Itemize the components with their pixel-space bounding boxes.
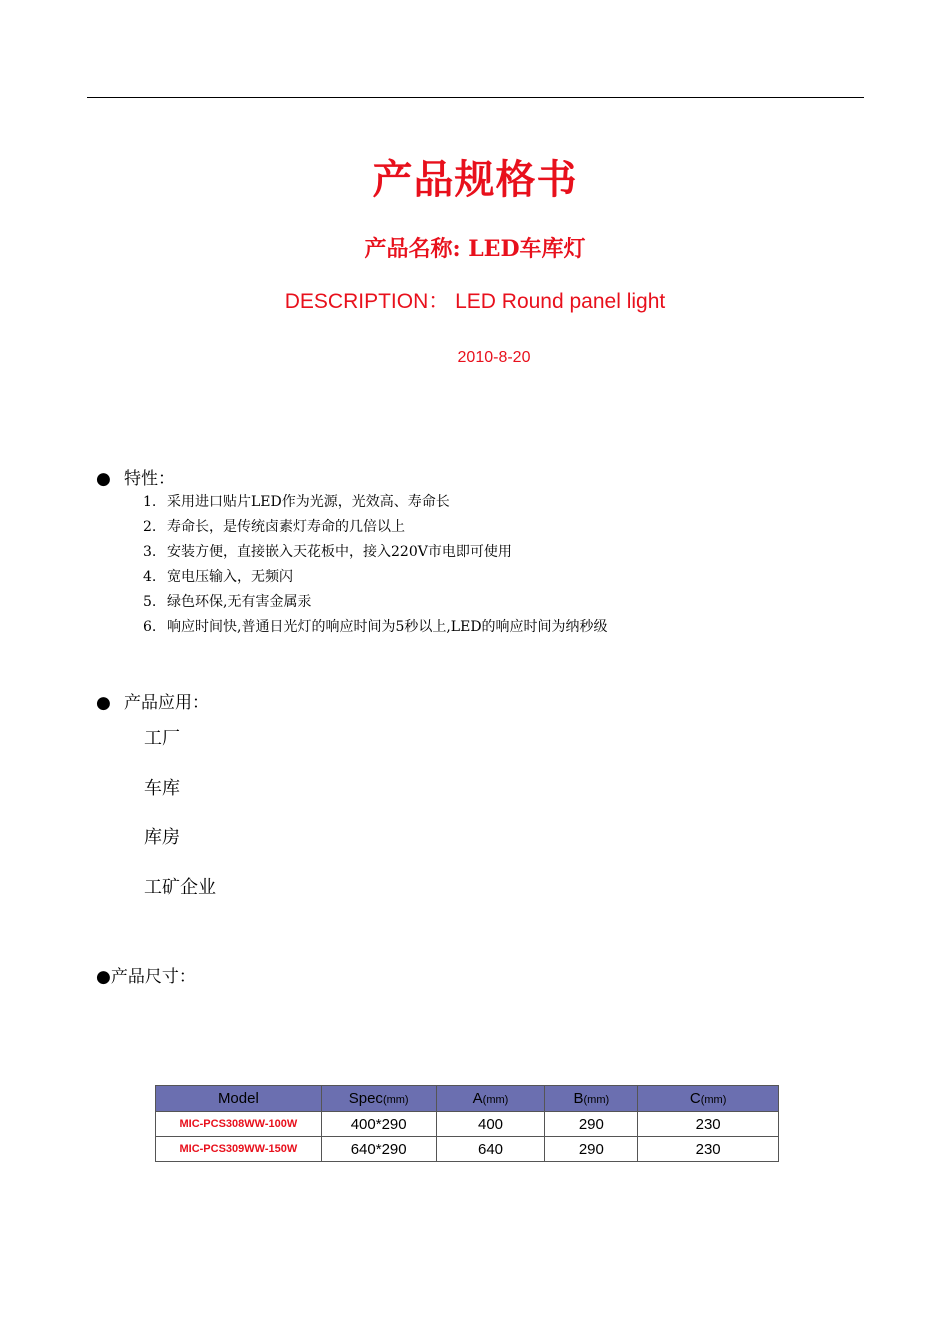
bullet-icon: ● (96, 693, 111, 713)
column-label: Model (217, 1090, 259, 1107)
list-text: 宽电压输入，无频闪 (167, 569, 293, 585)
list-item (143, 540, 608, 565)
cell-c: 230 (638, 1137, 779, 1162)
column-label: Spec (348, 1090, 383, 1107)
cell-c: 230 (638, 1112, 779, 1137)
column-header-a (436, 1086, 545, 1112)
list-number: 4. (143, 569, 157, 585)
column-header-c (638, 1086, 779, 1112)
list-text: 寿命长，是传统卤素灯寿命的几倍以上 (167, 519, 405, 535)
dimensions-heading (96, 962, 196, 987)
applications-list (144, 726, 216, 924)
cell-b: 290 (545, 1112, 638, 1137)
features-list (143, 490, 608, 640)
list-item: 工矿企业 (144, 876, 216, 898)
list-number: 1. (143, 494, 157, 510)
column-header-b (545, 1086, 638, 1112)
column-unit: (mm) (700, 1094, 727, 1106)
list-text: 响应时间快,普通日光灯的响应时间为5秒以上,LED的响应时间为纳秒级 (167, 619, 608, 635)
list-item (143, 615, 608, 640)
cell-spec: 400*290 (321, 1112, 436, 1137)
list-item: 工厂 (144, 728, 180, 749)
document-title: 产品规格书 (372, 157, 578, 203)
list-item (143, 590, 608, 615)
list-item (143, 565, 608, 590)
cell-b: 290 (545, 1137, 638, 1162)
list-text: 绿色环保,无有害金属汞 (167, 594, 312, 610)
column-label: C (689, 1090, 701, 1107)
product-name: 产品名称: LED车库灯 (364, 236, 586, 262)
document-date: 2010-8-20 (457, 349, 531, 366)
table-row (156, 1112, 779, 1137)
product-description: DESCRIPTION： LED Round panel light (284, 290, 666, 313)
column-label: B (573, 1090, 584, 1107)
cell-a: 400 (436, 1112, 545, 1137)
cell-a: 640 (436, 1137, 545, 1162)
column-header-model (156, 1086, 322, 1112)
list-number: 3. (143, 544, 157, 560)
header-rule (87, 97, 864, 98)
list-number: 2. (143, 519, 157, 535)
bullet-icon: ● (96, 967, 111, 987)
list-item: 库房 (144, 827, 180, 848)
list-item (143, 490, 608, 515)
column-unit: (mm) (382, 1094, 409, 1106)
features-heading (96, 464, 175, 489)
list-number: 6. (143, 619, 157, 635)
list-item (143, 515, 608, 540)
table-header-row (156, 1086, 779, 1112)
cell-spec: 640*290 (321, 1137, 436, 1162)
list-text: 采用进口贴片LED作为光源，光效高、寿命长 (167, 494, 450, 510)
bullet-icon: ● (96, 469, 111, 489)
list-item: 车库 (144, 777, 180, 799)
list-text: 安装方便，直接嵌入天花板中，接入220V市电即可使用 (167, 544, 512, 560)
column-unit: (mm) (482, 1094, 509, 1106)
cell-model: MIC-PCS308WW-100W (156, 1112, 322, 1137)
column-label: A (472, 1090, 483, 1107)
applications-heading (96, 688, 209, 713)
column-unit: (mm) (583, 1094, 610, 1106)
table-row (156, 1137, 779, 1162)
list-number: 5. (143, 594, 157, 610)
column-header-spec (321, 1086, 436, 1112)
features-heading-label: 特性： (124, 469, 175, 489)
applications-heading-label: 产品应用： (124, 693, 209, 713)
dimensions-heading-label: 产品尺寸： (110, 967, 196, 987)
dimensions-table (155, 1085, 779, 1162)
cell-model: MIC-PCS309WW-150W (156, 1137, 322, 1162)
